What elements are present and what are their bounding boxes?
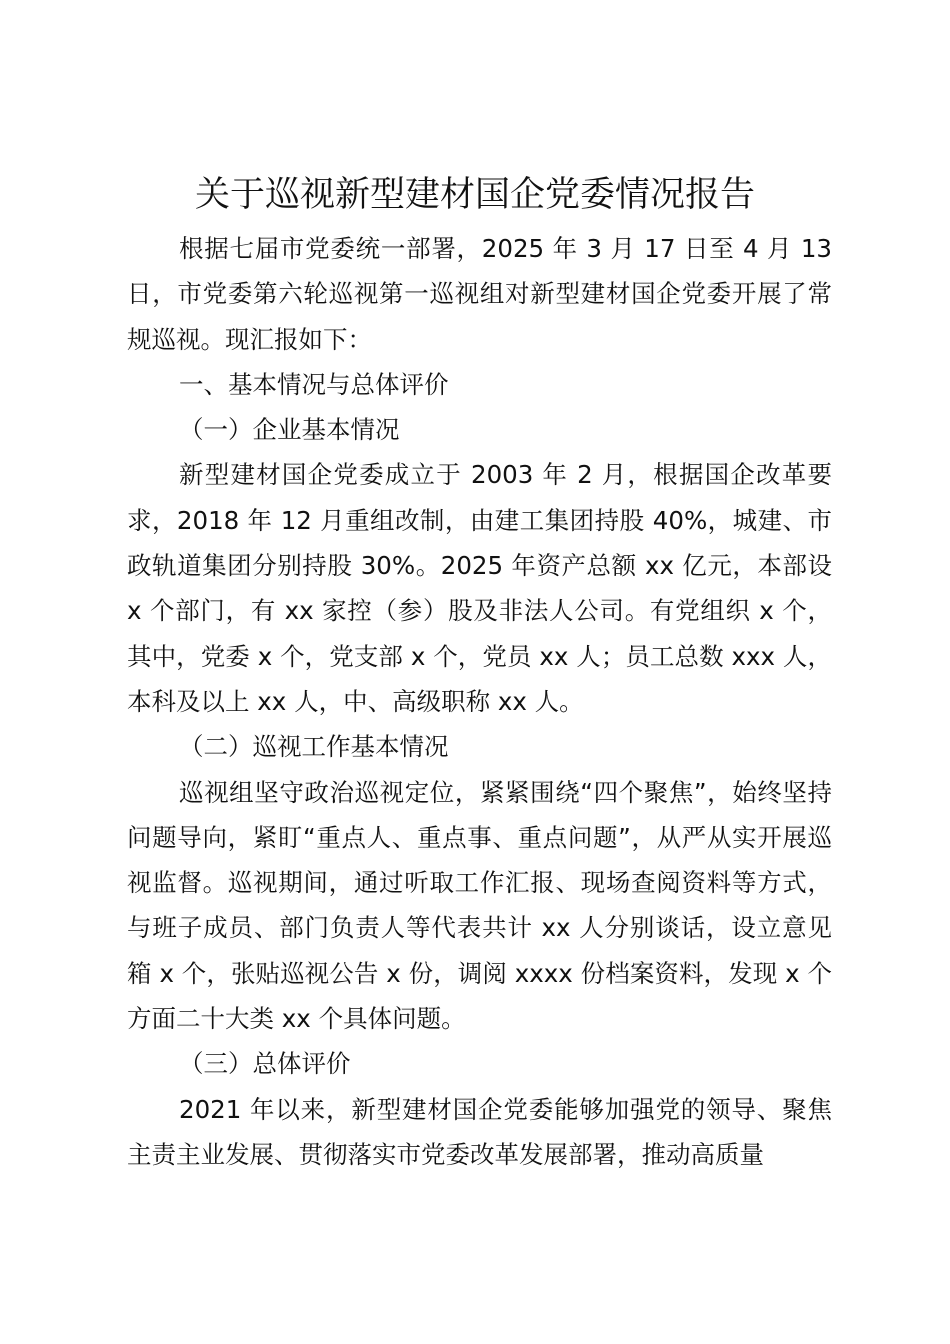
- subsection-heading-enterprise: （一）企业基本情况: [179, 415, 400, 445]
- subsection-heading-overall-evaluation: （三）总体评价: [179, 1049, 351, 1079]
- document-body: [127, 226, 832, 1177]
- section-heading-basic-situation: 一、基本情况与总体评价: [179, 369, 449, 399]
- subsection-heading-inspection-work: （二）巡视工作基本情况: [179, 732, 449, 762]
- paragraph-intro: 根据七届市党委统一部署，2025 年 3 月 17 日至 4 月 13 日，市党委第六轮巡视第一巡视组对新型建材国企党委开展了常规巡视。现汇报如下：: [127, 234, 832, 354]
- paragraph-enterprise-info: 新型建材国企党委成立于 2003 年 2 月，根据国企改革要求，2018 年 12 月重组改制，由建工集团持股 40%，城建、市政轨道集团分别持股 30%。2025 年资产总额 xx 亿元，本部设 x 个部门，有 xx 家控（参）股及非法人公司。有党组织 x 个，其中，党委 x 个，党支部 x 个，党员 xx 人；员工总数 xxx 人，本科及以上 xx 人，中、高级职称 xx 人。: [127, 460, 832, 716]
- document-title: 关于巡视新型建材国企党委情况报告: [194, 175, 755, 215]
- paragraph-overall-evaluation: 2021 年以来，新型建材国企党委能够加强党的领导、聚焦主责主业发展、贯彻落实市党委改革发展部署，推动高质量: [127, 1094, 832, 1169]
- paragraph-inspection-work: 巡视组坚守政治巡视定位，紧紧围绕“四个聚焦”，始终坚持问题导向，紧盯“重点人、重点事、重点问题”，从严从实开展巡视监督。巡视期间，通过听取工作汇报、现场查阅资料等方式，与班子成员、部门负责人等代表共计 xx 人分别谈话，设立意见箱 x 个，张贴巡视公告 x 份，调阅 xxxx 份档案资料，发现 x 个方面二十大类 xx 个具体问题。: [127, 777, 832, 1034]
